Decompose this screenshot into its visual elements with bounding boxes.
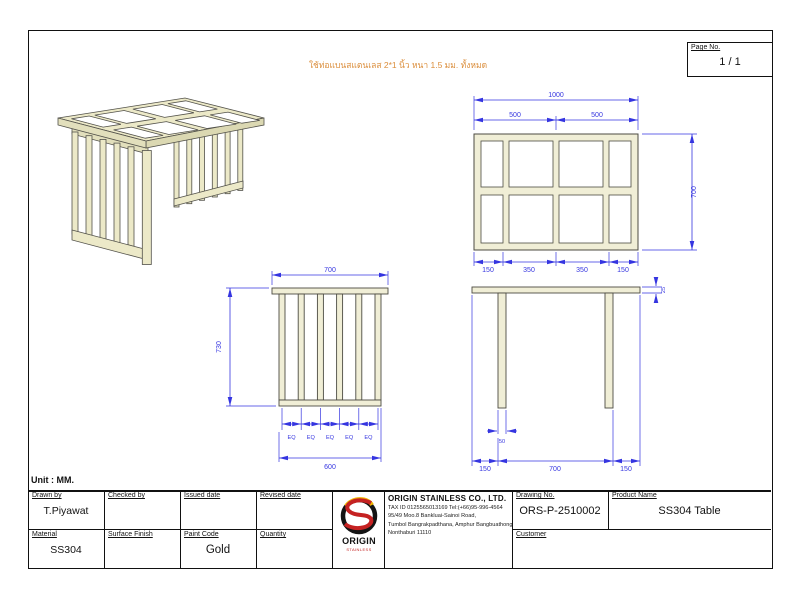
- view-front: [216, 267, 388, 471]
- cell-product-name: [610, 491, 769, 527]
- unit-label: Unit : MM.: [31, 475, 74, 485]
- origin-logo-icon: [336, 494, 382, 566]
- cell-quantity: [258, 530, 330, 566]
- company-tax-tel: TAX ID 0125565013169 Tel:(+66)95-996-4564: [388, 505, 503, 512]
- logo-text: ORIGIN: [342, 536, 376, 546]
- material-value: SS304: [50, 544, 82, 556]
- paint-code-value: Gold: [205, 544, 231, 556]
- dim-front-730: 730: [216, 341, 223, 353]
- cell-drawn-by: [30, 491, 102, 527]
- paint-code-label: Paint Code: [184, 531, 219, 538]
- dim-side-150r: 150: [620, 466, 632, 473]
- dim-top-500-left: 500: [509, 112, 521, 119]
- dim-front-eq3: EQ: [325, 435, 335, 441]
- dim-front-eq5: EQ: [364, 435, 373, 441]
- issued-date-label: Issued date: [184, 492, 221, 499]
- dim-front-700: 700: [324, 267, 336, 274]
- drawn-by-value: T.Piyawat: [43, 505, 89, 517]
- company-address2: Tumbol Bangrakpadthana, Amphur Bangbuathong: [388, 521, 513, 528]
- drawn-by-label: Drawn by: [32, 492, 62, 499]
- customer-label: Customer: [516, 531, 547, 538]
- company-name: ORIGIN STAINLESS CO., LTD.: [388, 494, 507, 503]
- checked-by-label: Checked by: [108, 492, 145, 499]
- cell-customer: [514, 530, 769, 566]
- dim-front-eq1: EQ: [287, 435, 296, 441]
- material-label: Material: [32, 531, 57, 538]
- company-address1: 95/49 Moo.8 Bankluai-Sainoi Road,: [388, 513, 477, 520]
- dim-top-500-right: 500: [591, 112, 603, 119]
- dim-top-350b: 350: [576, 267, 588, 274]
- logo-subtext: STAINLESS: [346, 547, 372, 552]
- surface-finish-label: Surface Finish: [108, 531, 153, 538]
- dim-side-25: 25: [661, 286, 667, 294]
- company-address3: Nonthaburi 11110: [388, 529, 432, 536]
- dim-top-1000: 1000: [548, 92, 564, 99]
- cell-surface-finish: [106, 530, 178, 566]
- view-3d-isometric: [58, 98, 264, 265]
- dim-side-50: 50: [498, 439, 506, 445]
- cell-checked-by: [106, 491, 178, 527]
- view-top-plan: [474, 92, 698, 274]
- cell-material: [30, 530, 102, 566]
- dim-side-150l: 150: [479, 466, 491, 473]
- dim-top-700: 700: [691, 186, 698, 198]
- dim-front-600: 600: [324, 464, 336, 471]
- page-no-label: Page No.: [691, 44, 721, 51]
- product-name-label: Product Name: [612, 492, 657, 499]
- dim-top-150a: 150: [482, 267, 494, 274]
- thai-note: ใช้ท่อแบนสแตนเลส 2*1 นิ้ว หนา 1.5 มม. ทั้งหมด: [308, 60, 488, 70]
- cell-paint-code: [182, 530, 254, 566]
- page-no-value: 1 / 1: [719, 56, 741, 68]
- company-info: [388, 494, 513, 536]
- dim-side-700: 700: [549, 466, 561, 473]
- cell-drawing-no: [514, 491, 606, 527]
- dim-front-eq4: EQ: [345, 435, 354, 441]
- cell-revised-date: [258, 491, 330, 527]
- dim-front-eq2: EQ: [306, 435, 315, 441]
- revised-date-label: Revised date: [260, 492, 301, 499]
- view-side: [472, 277, 667, 473]
- quantity-label: Quantity: [260, 531, 287, 538]
- drawing-no-label: Drawing No.: [516, 492, 555, 499]
- cell-issued-date: [182, 491, 254, 527]
- drawing-no-value: ORS-P-2510002: [519, 505, 601, 517]
- product-name-value: SS304 Table: [658, 505, 721, 517]
- dim-top-150b: 150: [617, 267, 629, 274]
- company-logo: [336, 494, 382, 566]
- dim-top-350a: 350: [523, 267, 535, 274]
